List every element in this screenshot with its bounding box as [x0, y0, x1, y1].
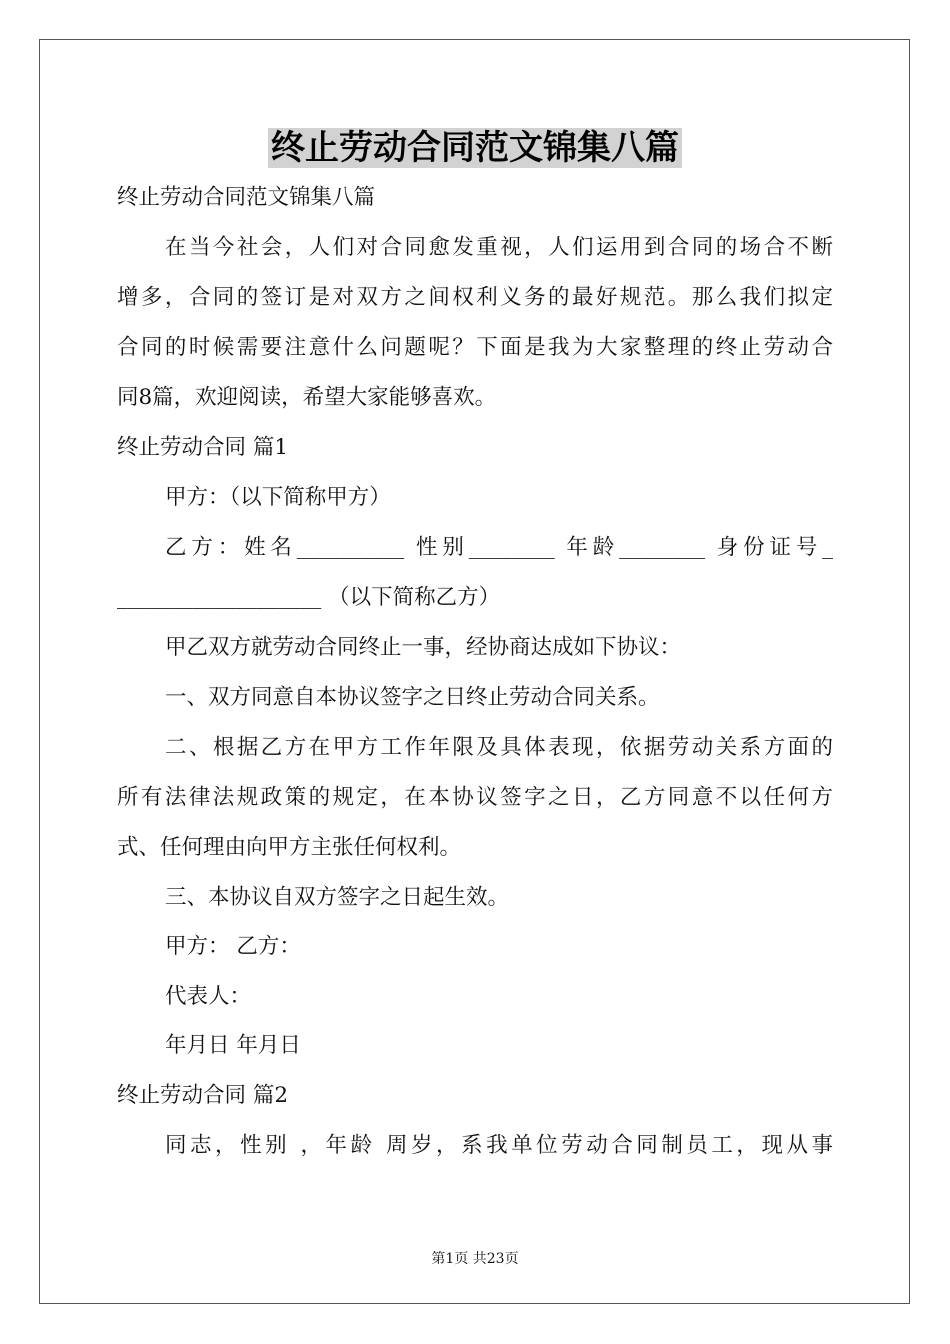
document-title: 终止劳动合同范文锦集八篇: [0, 126, 950, 170]
intro-line-4: 同8篇，欢迎阅读，希望大家能够喜欢。: [117, 385, 497, 410]
page-footer: 第1页 共23页: [431, 1251, 519, 1267]
intro-line-3: 合同的时候需要注意什么问题呢？下面是我为大家整理的终止劳动合: [117, 335, 833, 360]
party-a-line: 甲方：（以下简称甲方）: [165, 485, 391, 510]
date-line: 年月日 年月日: [165, 1033, 301, 1058]
intro-line-2: 增多，合同的签订是对双方之间权利义务的最好规范。那么我们拟定: [117, 285, 833, 310]
section1-heading: 终止劳动合同 篇1: [117, 435, 289, 460]
page-border: [39, 39, 910, 1304]
agreement-intro: 甲乙双方就劳动合同终止一事，经协商达成如下协议：: [165, 635, 682, 660]
representative-line: 代表人：: [165, 984, 252, 1009]
party-b-line-1: 乙方：姓名__________ 性别________ 年龄________ 身份证号_: [165, 535, 833, 560]
clause-2-line-1: 二、根据乙方在甲方工作年限及具体表现，依据劳动关系方面的: [165, 735, 833, 760]
clause-2-line-3: 式、任何理由向甲方主张任何权利。: [117, 835, 462, 860]
signature-line: 甲方： 乙方：: [165, 934, 301, 959]
clause-2-line-2: 所有法律法规政策的规定，在本协议签字之日，乙方同意不以任何方: [117, 785, 833, 810]
section2-line-1: 同志，性别 ，年龄 周岁，系我单位劳动合同制员工，现从事: [165, 1133, 833, 1158]
clause-3: 三、本协议自双方签字之日起生效。: [165, 885, 510, 910]
section2-heading: 终止劳动合同 篇2: [117, 1083, 289, 1108]
document-subtitle: 终止劳动合同范文锦集八篇: [117, 185, 376, 210]
intro-line-1: 在当今社会，人们对合同愈发重视，人们运用到合同的场合不断: [165, 235, 833, 260]
party-b-line-2: ___________________ （以下简称乙方）: [117, 585, 501, 610]
clause-1: 一、双方同意自本协议签字之日终止劳动合同关系。: [165, 685, 660, 710]
